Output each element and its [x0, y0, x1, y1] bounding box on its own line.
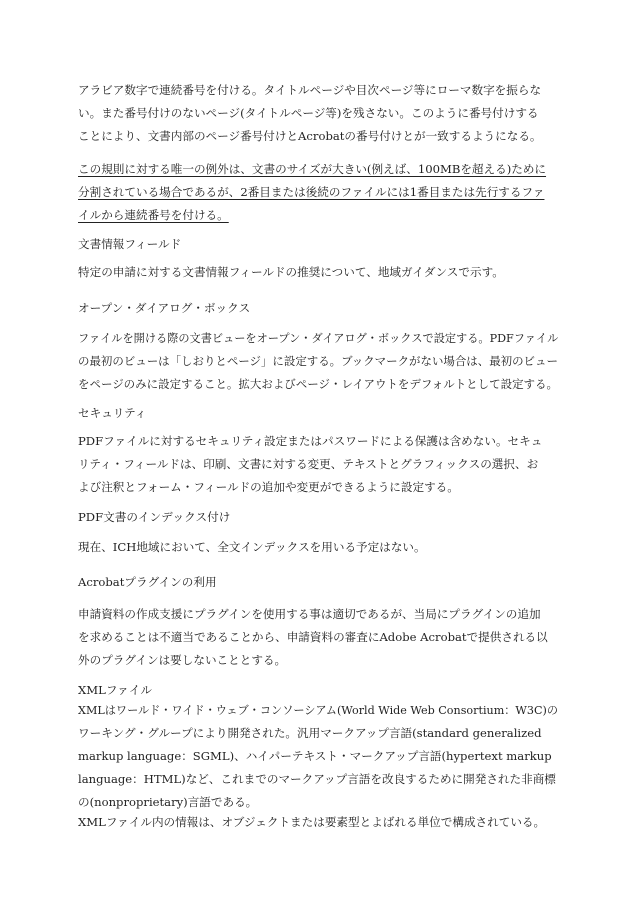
paragraph-open-dialog [78, 327, 558, 396]
paragraph-docinfo [78, 261, 558, 284]
text-line: 特定の申請に対する文書情報フィールドの推奨について、地域ガイダンスで示す。 [78, 265, 504, 279]
heading-docinfo [78, 233, 558, 256]
section-heading: 文書情報フィールド [78, 237, 182, 251]
section-heading: Acrobatプラグインの利用 [78, 575, 217, 589]
heading-open-dialog [78, 297, 558, 320]
paragraph-security [78, 430, 558, 499]
text-line: を求めることは不適当であることから、申請資料の審査にAdobe Acrobatで提供される以 [78, 630, 548, 644]
text-line: 外のプラグインは要しないこととする。 [78, 653, 287, 667]
section-heading: PDF文書のインデックス付け [78, 510, 231, 524]
text-line: この規則に対する唯一の例外は、文書のサイズが大きい(例えば、100MBを超える)ために [78, 162, 547, 176]
text-line: よび注釈とフォーム・フィールドの追加や変更ができるように設定する。 [78, 480, 459, 494]
text-line: の(nonproprietary)言語である。 [78, 795, 258, 809]
paragraph-index [78, 536, 558, 559]
text-line: XMLはワールド・ワイド・ウェブ・コンソーシアム(World Wide Web Consortium：W3C)の [78, 703, 559, 717]
section-heading: XMLファイル [78, 683, 152, 697]
text-line: markup language：SGML)、ハイパーテキスト・マークアップ言語(hypertext markup [78, 749, 552, 763]
heading-index [78, 506, 558, 529]
paragraph-xml-elements [78, 811, 558, 834]
text-line: ファイルを開ける際の文書ビューをオープン・ダイアログ・ボックスで設定する。PDFファイル [78, 331, 559, 345]
section-heading: セキュリティ [78, 406, 147, 420]
text-line: XMLファイル内の情報は、オブジェクトまたは要素型とよばれる単位で構成されている。 [78, 815, 546, 829]
text-line: 申請資料の作成支援にプラグインを使用する事は適切であるが、当局にプラグインの追加 [78, 607, 541, 621]
text-line: リティ・フィールドは、印刷、文書に対する変更、テキストとグラフィックスの選択、お [78, 457, 539, 471]
text-line: をページのみに設定すること。拡大およびページ・レイアウトをデフォルトとして設定する。 [78, 377, 558, 391]
heading-security [78, 402, 558, 425]
text-line: アラビア数字で連続番号を付ける。タイトルページや目次ページ等にローマ数字を振らな [78, 83, 542, 97]
text-line: ことにより、文書内部のページ番号付けとAcrobatの番号付けとが一致するようになる。 [78, 129, 542, 143]
text-line: PDFファイルに対するセキュリティ設定またはパスワードによる保護は含めない。セキュ [78, 434, 543, 448]
text-line: 分割されている場合であるが、2番目または後続のファイルには1番目または先行するファ [78, 185, 545, 199]
text-line: イルから連続番号を付ける。 [78, 208, 229, 222]
paragraph-page-numbering [78, 79, 558, 148]
text-line: の最初のビューは「しおりとページ」に設定する。ブックマークがない場合は、最初のビュー [78, 354, 558, 368]
paragraph-xml [78, 699, 558, 814]
paragraph-plugin [78, 603, 558, 672]
heading-plugin [78, 571, 558, 594]
section-heading: オープン・ダイアログ・ボックス [78, 301, 251, 315]
text-line: language：HTML)など、これまでのマークアップ言語を改良するために開発された非商標 [78, 772, 556, 786]
text-line: 現在、ICH地域において、全文インデックスを用いる予定はない。 [78, 540, 426, 554]
text-line: い。また番号付けのないページ(タイトルページ等)を残さない。このように番号付けする [78, 106, 539, 120]
text-line: ワーキング・グループにより開発された。汎用マークアップ言語(standard generalized [78, 726, 542, 740]
paragraph-exception-underlined [78, 158, 558, 227]
